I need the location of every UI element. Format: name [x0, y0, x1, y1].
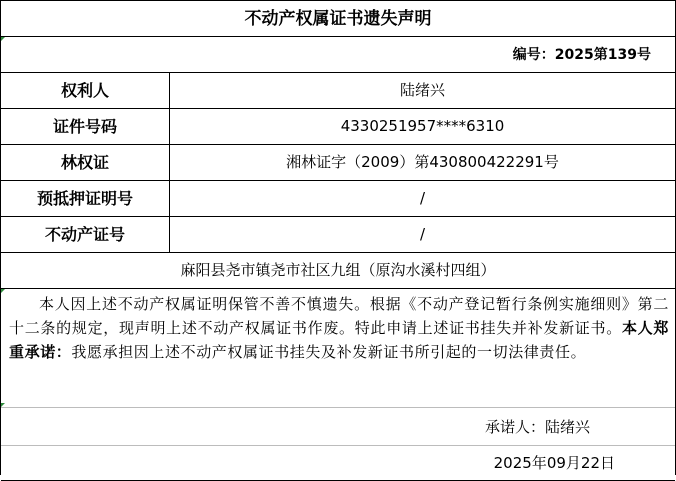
statement-commitment-label: 本人郑重承诺：: [9, 319, 669, 361]
cell-comment-marker: [1, 403, 5, 407]
statement-text: 本人因上述不动产权属证明保管不善不慎遗失。根据《不动产登记暂行条例实施细则》第二十二条的规定，现声明上述不动产权属证书作废。特此申请上述证书挂失并补发新证书。: [9, 295, 669, 337]
field-label: 权利人: [1, 73, 170, 108]
field-label: 证件号码: [1, 109, 170, 144]
cell-comment-marker: [1, 289, 5, 293]
field-label: 不动产证号: [1, 217, 170, 252]
field-row-forest-certificate: [1, 145, 675, 181]
cell-comment-marker: [1, 37, 5, 41]
field-value: 湘林证字（2009）第430800422291号: [286, 153, 559, 171]
promiser-signature: 承诺人：陆绪兴: [1, 407, 675, 445]
field-value: /: [419, 189, 426, 207]
field-row-property-certificate-number: [1, 217, 675, 253]
field-row-id-number: [1, 109, 675, 145]
statement-commitment-text: 我愿承担因上述不动产权属证书挂失及补发新证书所引起的一切法律责任。: [71, 343, 587, 361]
field-value: /: [419, 225, 426, 243]
serial-number: 编号：2025第139号: [1, 37, 675, 73]
field-label: 林权证: [1, 145, 170, 180]
field-row-right-holder: [1, 73, 675, 109]
field-value: 陆绪兴: [399, 81, 445, 99]
document-title: 不动产权属证书遗失声明: [1, 0, 675, 37]
declaration-statement: [1, 289, 675, 407]
field-value: 4330251957****6310: [340, 117, 505, 135]
property-location: 麻阳县尧市镇尧市社区九组（原沟水溪村四组）: [1, 253, 675, 289]
field-row-pre-mortgage-number: [1, 181, 675, 217]
declaration-date: 2025年09月22日: [1, 445, 675, 481]
field-label: 预抵押证明号: [1, 181, 170, 216]
